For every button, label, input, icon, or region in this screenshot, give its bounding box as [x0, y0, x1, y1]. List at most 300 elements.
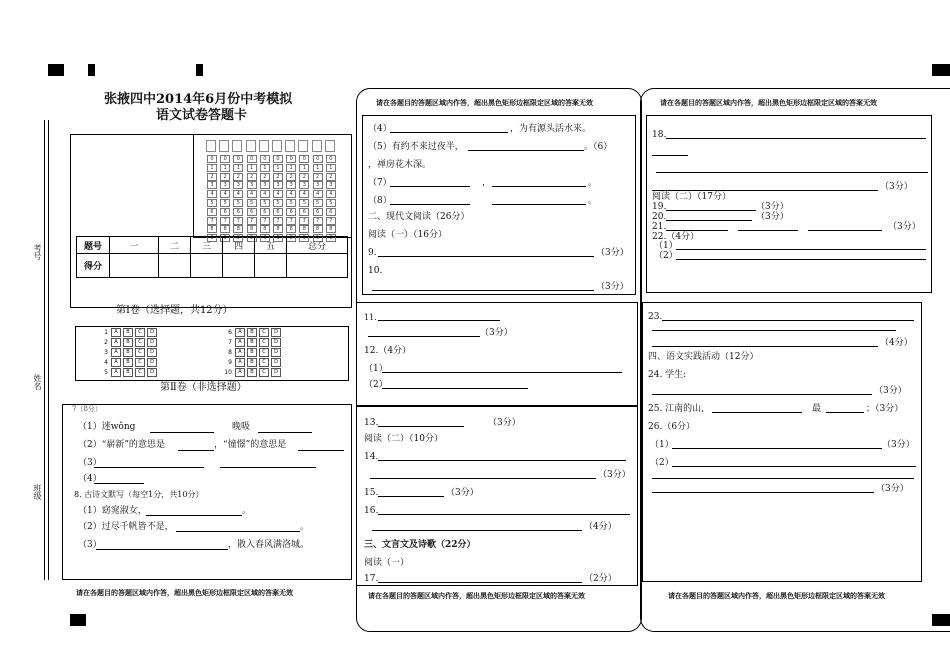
q26-label: 26.（6分）	[648, 422, 696, 432]
q7-3-label: （3）	[78, 458, 102, 468]
id-digit-bubble[interactable]: 8	[220, 225, 230, 233]
page-subtitle: 语文试卷答题卡	[156, 108, 248, 123]
answer-line[interactable]	[666, 138, 926, 139]
id-digit-bubble[interactable]: 8	[313, 225, 323, 233]
q10-score: （3分）	[596, 282, 629, 292]
id-digit-bubble[interactable]: 0	[326, 155, 336, 163]
reading-1-label: 阅读（一）（16分）	[368, 230, 447, 240]
id-digit-bubble[interactable]: 9	[326, 234, 336, 242]
answer-line[interactable]	[390, 204, 470, 205]
id-digit-bubble[interactable]: 2	[273, 173, 283, 181]
binding-line	[44, 120, 45, 580]
section1-title: 第Ⅰ卷（选择题，共12分）	[116, 305, 233, 316]
choice-bubble[interactable]: B	[247, 338, 257, 347]
id-digit-bubble[interactable]: 5	[207, 199, 217, 207]
warning-text: 请在各题目的答题区域内作答，超出黑色矩形边框限定区域的答案无效	[76, 589, 293, 597]
choice-bubble[interactable]: D	[147, 338, 157, 347]
id-digit-bubble[interactable]: 7	[326, 217, 336, 225]
id-digit-bubble[interactable]: 0	[220, 155, 230, 163]
choice-bubble[interactable]: C	[135, 358, 145, 367]
answer-line[interactable]	[652, 492, 874, 493]
q19-score: （3分）	[756, 202, 789, 212]
answer-line[interactable]	[666, 210, 756, 211]
score-header: 总分	[287, 237, 348, 254]
id-digit-bubble[interactable]: 3	[207, 181, 217, 189]
id-digit-bubble[interactable]: 4	[233, 190, 243, 198]
id-digit-bubble[interactable]: 9	[247, 234, 257, 242]
id-digit-bubble[interactable]: 2	[326, 173, 336, 181]
id-digit-bubble[interactable]: 8	[207, 225, 217, 233]
q25-label: 25. 江南的山,	[648, 404, 705, 414]
answer-line[interactable]	[220, 467, 316, 468]
answer-line[interactable]	[390, 186, 470, 187]
answer-line[interactable]	[368, 336, 480, 337]
choice-number: 10	[224, 369, 232, 376]
id-digit-bubble[interactable]: 9	[286, 234, 296, 242]
answer-line[interactable]	[378, 496, 444, 497]
id-digit-bubble[interactable]: 7	[286, 217, 296, 225]
id-digit-bubble[interactable]: 6	[326, 208, 336, 216]
answer-line[interactable]	[468, 150, 584, 151]
answer-line[interactable]	[666, 230, 728, 231]
q23-label: 23.	[648, 312, 663, 322]
choice-bubble[interactable]: C	[259, 328, 269, 337]
score-table	[76, 236, 348, 278]
answer-line[interactable]	[382, 372, 622, 373]
registration-mark	[932, 64, 950, 76]
q7-1b-label: 晚吸	[232, 422, 251, 432]
q18-score: （3分）	[880, 182, 913, 192]
q21-score: （3分）	[888, 222, 921, 232]
id-digit-bubble[interactable]: 4	[207, 190, 217, 198]
choice-row	[96, 348, 159, 357]
q13-score: （3分）	[488, 418, 521, 428]
q11-score: （3分）	[480, 328, 513, 338]
choice-bubble[interactable]: C	[135, 338, 145, 347]
choice-bubble[interactable]: A	[235, 338, 245, 347]
id-digit-bubble[interactable]: 7	[313, 217, 323, 225]
q17-label: 17.	[364, 574, 379, 584]
q9-score: （3分）	[596, 248, 629, 258]
answer-line[interactable]	[94, 467, 204, 468]
id-write-box[interactable]	[232, 140, 242, 152]
id-digit-bubble[interactable]: 9	[313, 234, 323, 242]
q8-3-end: ，散入春风满洛城。	[228, 540, 310, 550]
id-write-box[interactable]	[259, 140, 269, 152]
id-write-box[interactable]	[325, 140, 335, 152]
choice-bubble[interactable]: B	[123, 338, 133, 347]
class-label: 班级	[33, 484, 42, 500]
l4-end: ，为有源头活水来。	[510, 124, 592, 134]
answer-line[interactable]	[96, 549, 228, 550]
choice-bubble[interactable]: D	[147, 348, 157, 357]
id-digit-bubble[interactable]: 2	[220, 173, 230, 181]
q15-label: 15.	[364, 488, 379, 498]
id-digit-bubble[interactable]: 7	[247, 217, 257, 225]
id-digit-bubble[interactable]: 3	[247, 181, 257, 189]
id-digit-bubble[interactable]: 2	[233, 173, 243, 181]
id-digit-bubble[interactable]: 8	[286, 225, 296, 233]
answer-line[interactable]	[258, 432, 312, 433]
answer-line[interactable]	[652, 190, 878, 191]
q12-2-label: （2）	[364, 380, 388, 390]
answer-line[interactable]	[656, 172, 928, 173]
id-digit-bubble[interactable]: 5	[326, 199, 336, 207]
score-header: 题号	[77, 237, 110, 254]
id-digit-bubble[interactable]: 6	[207, 208, 217, 216]
id-digit-bubble[interactable]: 7	[260, 217, 270, 225]
id-digit-bubble[interactable]: 3	[286, 181, 296, 189]
id-write-box[interactable]	[298, 140, 308, 152]
q25-mid: 最	[812, 404, 822, 414]
choice-bubble[interactable]: B	[123, 348, 133, 357]
answer-line[interactable]	[378, 426, 464, 427]
answer-line[interactable]	[738, 230, 798, 231]
answer-line[interactable]	[378, 256, 594, 257]
choice-bubble[interactable]: A	[111, 358, 121, 367]
id-digit-bubble[interactable]: 7	[273, 217, 283, 225]
answer-line[interactable]	[378, 582, 582, 583]
id-digit-bubble[interactable]: 1	[260, 164, 270, 172]
choice-bubble[interactable]: C	[135, 368, 145, 377]
id-digit-bubble[interactable]: 4	[286, 190, 296, 198]
id-digit-bubble[interactable]: 1	[326, 164, 336, 172]
choice-row	[220, 328, 283, 337]
choice-row	[220, 348, 283, 357]
id-digit-bubble[interactable]: 4	[260, 190, 270, 198]
answer-line[interactable]	[150, 432, 214, 433]
id-digit-bubble[interactable]: 8	[299, 225, 309, 233]
choice-bubble[interactable]: C	[135, 348, 145, 357]
registration-mark	[70, 614, 86, 626]
id-digit-bubble[interactable]: 0	[286, 155, 296, 163]
score-cell[interactable]	[159, 254, 191, 278]
choice-bubble[interactable]: C	[135, 328, 145, 337]
choice-bubble[interactable]: B	[247, 328, 257, 337]
id-digit-bubble[interactable]: 1	[286, 164, 296, 172]
answer-line[interactable]	[298, 450, 344, 451]
id-digit-bubble[interactable]: 5	[233, 199, 243, 207]
id-digit-bubble[interactable]: 6	[233, 208, 243, 216]
answer-line[interactable]	[672, 448, 882, 449]
answer-line[interactable]	[826, 412, 864, 413]
q12-label: 12.（4分）	[364, 346, 412, 356]
choice-bubble[interactable]: D	[147, 328, 157, 337]
q7-2-label: （2）“崭新”的意思是	[78, 440, 165, 450]
l5-label: （5）有约不来过夜半，	[368, 142, 464, 152]
answer-line[interactable]	[652, 478, 914, 479]
choice-bubble[interactable]: B	[123, 328, 133, 337]
l8-end: 。	[588, 196, 598, 206]
q8-label: 8. 古诗文默写（每空1分，共10分）	[74, 490, 204, 499]
choice-number: 1	[104, 329, 108, 336]
id-digit-bubble[interactable]: 1	[273, 164, 283, 172]
l6-label: ，禅房花木深。	[368, 160, 432, 170]
id-digit-bubble[interactable]: 1	[247, 164, 257, 172]
q26-2-score: （3分）	[876, 484, 909, 494]
answer-line[interactable]	[652, 394, 872, 395]
answer-line[interactable]	[370, 478, 596, 479]
score-label: 得分	[77, 254, 110, 278]
id-write-box[interactable]	[285, 140, 295, 152]
choice-row	[96, 358, 159, 367]
id-digit-bubble[interactable]: 6	[247, 208, 257, 216]
id-digit-bubble[interactable]: 0	[233, 155, 243, 163]
q14-label: 14.	[364, 452, 379, 462]
q26-1-score: （3分）	[882, 440, 915, 450]
id-digit-bubble[interactable]: 8	[273, 225, 283, 233]
q15-score: （3分）	[446, 488, 479, 498]
id-digit-bubble[interactable]: 5	[313, 199, 323, 207]
l7-end: 。	[588, 178, 598, 188]
choice-bubble[interactable]: A	[235, 328, 245, 337]
answer-line[interactable]	[652, 330, 896, 331]
registration-mark	[88, 64, 95, 76]
id-digit-bubble[interactable]: 1	[207, 164, 217, 172]
score-cell[interactable]	[191, 254, 223, 278]
id-digit-bubble[interactable]: 8	[247, 225, 257, 233]
id-digit-bubble[interactable]: 4	[220, 190, 230, 198]
q8-1-end: 。	[242, 506, 252, 516]
id-digit-bubble[interactable]: 3	[260, 181, 270, 189]
id-write-box[interactable]	[219, 140, 229, 152]
id-digit-bubble[interactable]: 0	[299, 155, 309, 163]
id-digit-bubble[interactable]: 9	[220, 234, 230, 242]
id-digit-bubble[interactable]: 9	[273, 234, 283, 242]
score-header: 五	[255, 237, 287, 254]
l8-label: （8）	[368, 196, 392, 206]
q19-label: 19.	[652, 202, 667, 212]
id-digit-bubble[interactable]: 1	[313, 164, 323, 172]
q9-label: 9.	[368, 248, 377, 258]
id-digit-bubble[interactable]: 9	[260, 234, 270, 242]
id-digit-bubble[interactable]: 0	[247, 155, 257, 163]
l4-label: （4）	[368, 124, 392, 134]
warning-text: 请在各题目的答题区域内作答，超出黑色矩形边框限定区域的答案无效	[668, 592, 885, 600]
answer-line[interactable]	[378, 320, 500, 321]
choice-bubble[interactable]: D	[271, 358, 281, 367]
id-digit-bubble[interactable]: 2	[247, 173, 257, 181]
q8-2-end: 。	[300, 522, 310, 532]
q22-1-label: （1）	[654, 241, 678, 251]
answer-line[interactable]	[382, 388, 528, 389]
answer-line[interactable]	[652, 346, 878, 347]
choice-bubble[interactable]: B	[247, 358, 257, 367]
answer-line[interactable]	[176, 531, 300, 532]
id-digit-bubble[interactable]: 8	[326, 225, 336, 233]
id-write-box[interactable]	[312, 140, 322, 152]
answer-line[interactable]	[372, 530, 582, 531]
id-digit-bubble[interactable]: 2	[207, 173, 217, 181]
id-digit-bubble[interactable]: 9	[233, 234, 243, 242]
id-digit-bubble[interactable]: 5	[273, 199, 283, 207]
q7-2b-label: ，“憧憬”的意思是	[214, 440, 287, 450]
id-write-box[interactable]	[246, 140, 256, 152]
id-digit-bubble[interactable]: 3	[220, 181, 230, 189]
q12-1-label: （1）	[364, 364, 388, 374]
id-digit-bubble[interactable]: 4	[313, 190, 323, 198]
choice-bubble[interactable]: A	[111, 328, 121, 337]
answer-line[interactable]	[672, 466, 916, 467]
id-digit-bubble[interactable]: 5	[220, 199, 230, 207]
id-digit-bubble[interactable]: 6	[273, 208, 283, 216]
reading-3-label: 阅读（一）	[364, 558, 410, 568]
choice-bubble[interactable]: A	[235, 358, 245, 367]
answer-line[interactable]	[146, 515, 242, 516]
choice-bubble[interactable]: D	[271, 338, 281, 347]
q20-label: 20.	[652, 212, 667, 222]
id-digit-bubble[interactable]: 2	[286, 173, 296, 181]
answer-line[interactable]	[712, 412, 802, 413]
id-digit-bubble[interactable]: 6	[260, 208, 270, 216]
binding-line	[48, 120, 49, 580]
id-digit-bubble[interactable]: 3	[273, 181, 283, 189]
answer-line[interactable]	[652, 155, 688, 156]
answer-line[interactable]	[390, 132, 508, 133]
choice-bubble[interactable]: A	[111, 338, 121, 347]
answer-line[interactable]	[676, 249, 926, 250]
id-digit-bubble[interactable]: 6	[220, 208, 230, 216]
score-header: 二	[159, 237, 191, 254]
id-digit-bubble[interactable]: 7	[220, 217, 230, 225]
choice-row	[96, 368, 159, 377]
id-digit-bubble[interactable]: 0	[260, 155, 270, 163]
answer-line[interactable]	[808, 230, 882, 231]
q11-label: 11.	[364, 313, 377, 322]
id-digit-bubble[interactable]: 6	[313, 208, 323, 216]
q23-score: （4分）	[880, 338, 913, 348]
q26-1-label: （1）	[650, 440, 674, 450]
q25-score: ；（3分）	[866, 404, 904, 414]
q16-score: （4分）	[584, 522, 617, 532]
id-digit-bubble[interactable]: 3	[233, 181, 243, 189]
id-digit-bubble[interactable]: 8	[233, 225, 243, 233]
id-digit-bubble[interactable]: 2	[313, 173, 323, 181]
score-cell[interactable]	[223, 254, 255, 278]
choice-number: 4	[104, 359, 108, 366]
q24-label: 24. 学生:	[648, 370, 687, 380]
choice-bubble[interactable]: A	[111, 348, 121, 357]
id-digit-bubble[interactable]: 8	[260, 225, 270, 233]
q8-2-label: （2）过尽千帆皆不是，	[78, 522, 174, 532]
q8-3-label: （3）	[78, 540, 102, 550]
answer-line[interactable]	[676, 259, 926, 260]
score-cell[interactable]	[287, 254, 348, 278]
choice-bubble[interactable]: B	[123, 358, 133, 367]
id-write-box[interactable]	[206, 140, 216, 152]
choice-bubble[interactable]: D	[271, 328, 281, 337]
id-digit-bubble[interactable]: 7	[207, 217, 217, 225]
choice-number: 9	[228, 359, 232, 366]
id-digit-bubble[interactable]: 2	[260, 173, 270, 181]
choice-bubble[interactable]: C	[259, 358, 269, 367]
id-digit-bubble[interactable]: 3	[299, 181, 309, 189]
id-digit-bubble[interactable]: 1	[233, 164, 243, 172]
choice-number: 8	[228, 349, 232, 356]
choice-row	[220, 358, 283, 367]
choice-bubble[interactable]: C	[259, 368, 269, 377]
id-digit-bubble[interactable]: 1	[299, 164, 309, 172]
q22-label: 22.（4分）	[652, 232, 700, 242]
id-digit-bubble[interactable]: 2	[299, 173, 309, 181]
choice-bubble[interactable]: A	[235, 348, 245, 357]
id-digit-bubble[interactable]: 9	[207, 234, 217, 242]
q8-1-label: （1）窈窕淑女，	[78, 506, 147, 516]
answer-line[interactable]	[94, 483, 144, 484]
choice-number: 3	[104, 349, 108, 356]
choice-number: 5	[104, 369, 108, 376]
id-digit-bubble[interactable]: 7	[299, 217, 309, 225]
id-digit-bubble[interactable]: 4	[326, 190, 336, 198]
id-digit-bubble[interactable]: 0	[273, 155, 283, 163]
q17-score: （2分）	[584, 574, 617, 584]
choice-bubble[interactable]: B	[247, 348, 257, 357]
id-digit-bubble[interactable]: 0	[313, 155, 323, 163]
id-digit-bubble[interactable]: 1	[220, 164, 230, 172]
q14-score: （3分）	[598, 470, 631, 480]
id-digit-bubble[interactable]: 3	[313, 181, 323, 189]
choice-bubble[interactable]: B	[247, 368, 257, 377]
id-digit-bubble[interactable]: 3	[326, 181, 336, 189]
answer-line[interactable]	[666, 220, 752, 221]
choice-bubble[interactable]: C	[259, 338, 269, 347]
q10-label: 10.	[368, 266, 383, 276]
id-digit-bubble[interactable]: 0	[207, 155, 217, 163]
reading-2-label: 阅读（二）（17分）	[652, 192, 731, 202]
choice-number: 7	[228, 339, 232, 346]
answer-line[interactable]	[662, 320, 914, 321]
q20-score: （3分）	[756, 212, 789, 222]
id-digit-bubble[interactable]: 5	[260, 199, 270, 207]
score-cell[interactable]	[110, 254, 159, 278]
id-digit-bubble[interactable]: 6	[286, 208, 296, 216]
choice-bubble[interactable]: D	[271, 368, 281, 377]
score-cell[interactable]	[255, 254, 287, 278]
id-digit-bubble[interactable]: 5	[247, 199, 257, 207]
id-digit-bubble[interactable]: 4	[299, 190, 309, 198]
l7-label: （7）	[368, 178, 392, 188]
q7-1-label: （1）迷wǒng	[78, 422, 136, 432]
choice-bubble[interactable]: D	[147, 358, 157, 367]
id-digit-bubble[interactable]: 7	[233, 217, 243, 225]
choice-bubble[interactable]: A	[111, 368, 121, 377]
choice-number: 2	[104, 339, 108, 346]
q16-label: 16.	[364, 506, 379, 516]
answer-line[interactable]	[492, 204, 586, 205]
section-classical: 三、文言文及诗歌（22分）	[364, 540, 476, 550]
answer-line[interactable]	[372, 290, 594, 291]
answer-line[interactable]	[178, 450, 214, 451]
choice-bubble[interactable]: C	[259, 348, 269, 357]
choice-bubble[interactable]: A	[235, 368, 245, 377]
choice-bubble[interactable]: B	[123, 368, 133, 377]
id-digit-bubble[interactable]: 6	[299, 208, 309, 216]
answer-line[interactable]	[378, 460, 626, 461]
id-write-box[interactable]	[272, 140, 282, 152]
choice-bubble[interactable]: D	[147, 368, 157, 377]
id-digit-bubble[interactable]: 5	[299, 199, 309, 207]
section-modern-reading: 二、现代文阅读（26分）	[368, 212, 470, 222]
answer-line[interactable]	[492, 186, 586, 187]
id-digit-bubble[interactable]: 5	[286, 199, 296, 207]
id-digit-bubble[interactable]: 4	[247, 190, 257, 198]
page-title: 张掖四中2014年6月份中考模拟	[104, 92, 293, 107]
choice-bubble[interactable]: D	[271, 348, 281, 357]
l5-end: 。（6）	[584, 142, 613, 152]
id-digit-bubble[interactable]: 9	[299, 234, 309, 242]
id-digit-bubble[interactable]: 4	[273, 190, 283, 198]
answer-line[interactable]	[378, 514, 630, 515]
